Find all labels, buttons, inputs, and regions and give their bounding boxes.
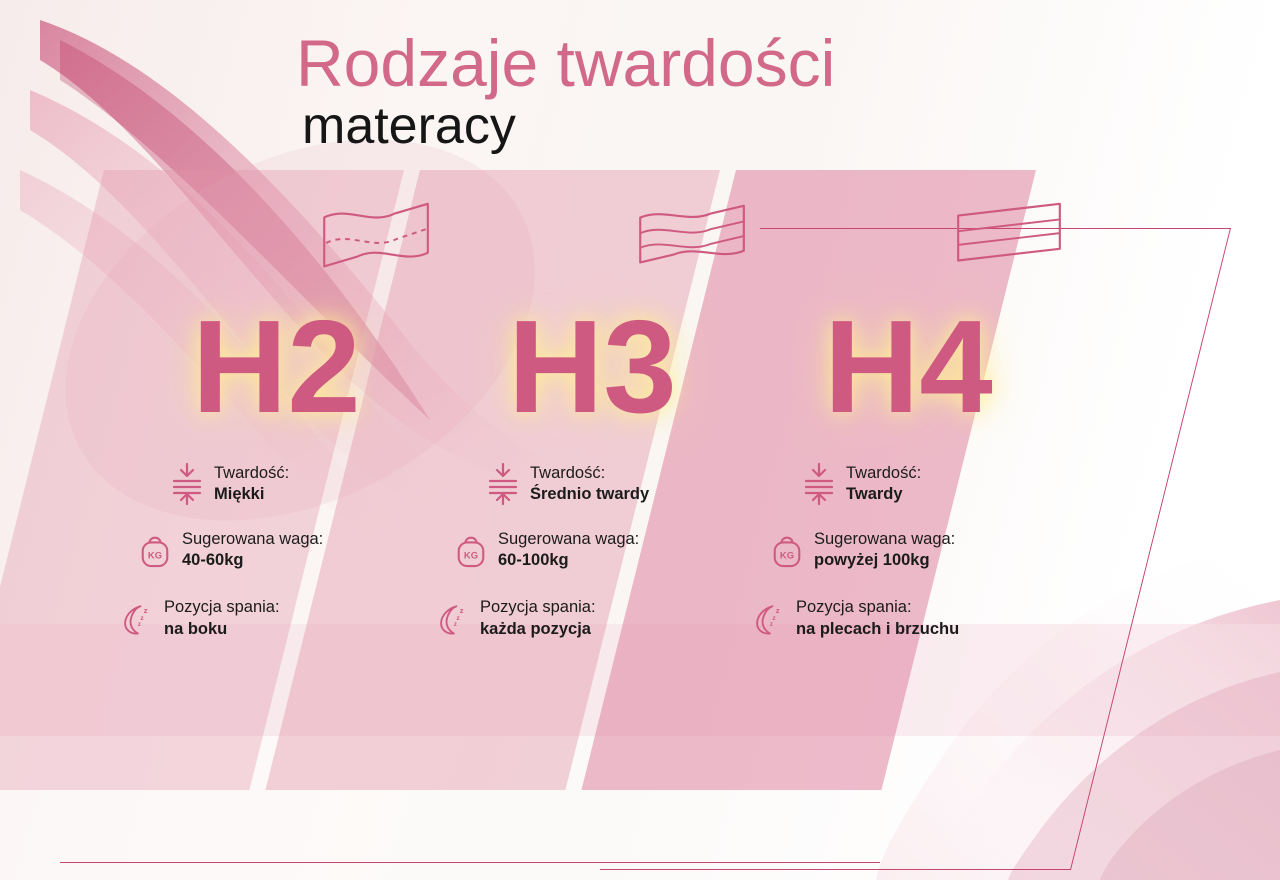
compression-arrows-icon — [802, 464, 836, 504]
position-value-h2: na boku — [164, 619, 228, 638]
position-label: Pozycja spania: — [164, 598, 280, 617]
compression-arrows-icon — [170, 464, 204, 504]
spec-position-h4 — [752, 597, 1082, 639]
spec-weight-h2 — [138, 529, 450, 571]
kettlebell-kg-icon — [770, 530, 804, 570]
hardness-label: Twardość: — [530, 464, 606, 482]
kettlebell-kg-icon — [454, 530, 488, 570]
hardness-code-h2: H2 — [192, 293, 361, 440]
spec-position-h3 — [436, 597, 766, 639]
svg-text:z: z — [140, 614, 144, 622]
position-value-h4: na plecach i brzuchu — [796, 619, 960, 638]
svg-text:KG: KG — [147, 550, 163, 562]
svg-text:z: z — [137, 621, 141, 628]
hardness-value-h4: Twardy — [846, 485, 903, 504]
moon-sleep-icon — [752, 599, 786, 639]
svg-text:z: z — [775, 605, 780, 615]
page-title — [296, 26, 996, 156]
hardness-code-h4: H4 — [824, 293, 993, 440]
moon-sleep-icon — [120, 599, 154, 639]
spec-hardness-h2 — [170, 463, 450, 505]
svg-text:z: z — [459, 605, 464, 615]
svg-text:KG: KG — [463, 550, 479, 562]
svg-text:z: z — [453, 621, 457, 628]
svg-text:z: z — [769, 621, 773, 628]
spec-weight-h3 — [454, 529, 766, 571]
mattress-layers-icon — [318, 196, 436, 282]
position-label: Pozycja spania: — [480, 598, 596, 617]
title-sub: materacy — [302, 97, 516, 156]
compression-arrows-icon — [486, 464, 520, 504]
hardness-column-h4 — [752, 196, 1082, 640]
hardness-label: Twardość: — [846, 464, 922, 482]
hardness-label: Twardość: — [214, 464, 290, 482]
hardness-column-h2 — [120, 196, 450, 640]
svg-text:z: z — [772, 614, 776, 622]
moon-sleep-icon — [436, 599, 470, 639]
hardness-column-h3 — [436, 196, 766, 640]
weight-value-h3: 60-100kg — [498, 551, 569, 570]
hardness-value-h2: Miękki — [214, 485, 265, 504]
mattress-layers-icon — [634, 196, 752, 282]
weight-value-h2: 40-60kg — [182, 551, 244, 570]
baseline-rule — [60, 862, 880, 863]
kettlebell-kg-icon — [138, 530, 172, 570]
spec-hardness-h4 — [802, 463, 1082, 505]
svg-text:z: z — [456, 614, 460, 622]
weight-label: Sugerowana waga: — [814, 530, 956, 549]
hardness-code-h3: H3 — [508, 293, 677, 440]
spec-hardness-h3 — [486, 463, 766, 505]
spec-weight-h4 — [770, 529, 1082, 571]
svg-text:z: z — [143, 605, 148, 615]
position-label: Pozycja spania: — [796, 598, 912, 617]
hardness-value-h3: Średnio twardy — [530, 485, 650, 504]
position-value-h3: każda pozycja — [480, 619, 591, 638]
mattress-layers-icon — [950, 196, 1068, 282]
svg-text:KG: KG — [779, 550, 795, 562]
title-main: Rodzaje twardości — [296, 26, 836, 100]
spec-position-h2 — [120, 597, 450, 639]
weight-value-h4: powyżej 100kg — [814, 551, 930, 570]
weight-label: Sugerowana waga: — [182, 530, 324, 549]
weight-label: Sugerowana waga: — [498, 530, 640, 549]
